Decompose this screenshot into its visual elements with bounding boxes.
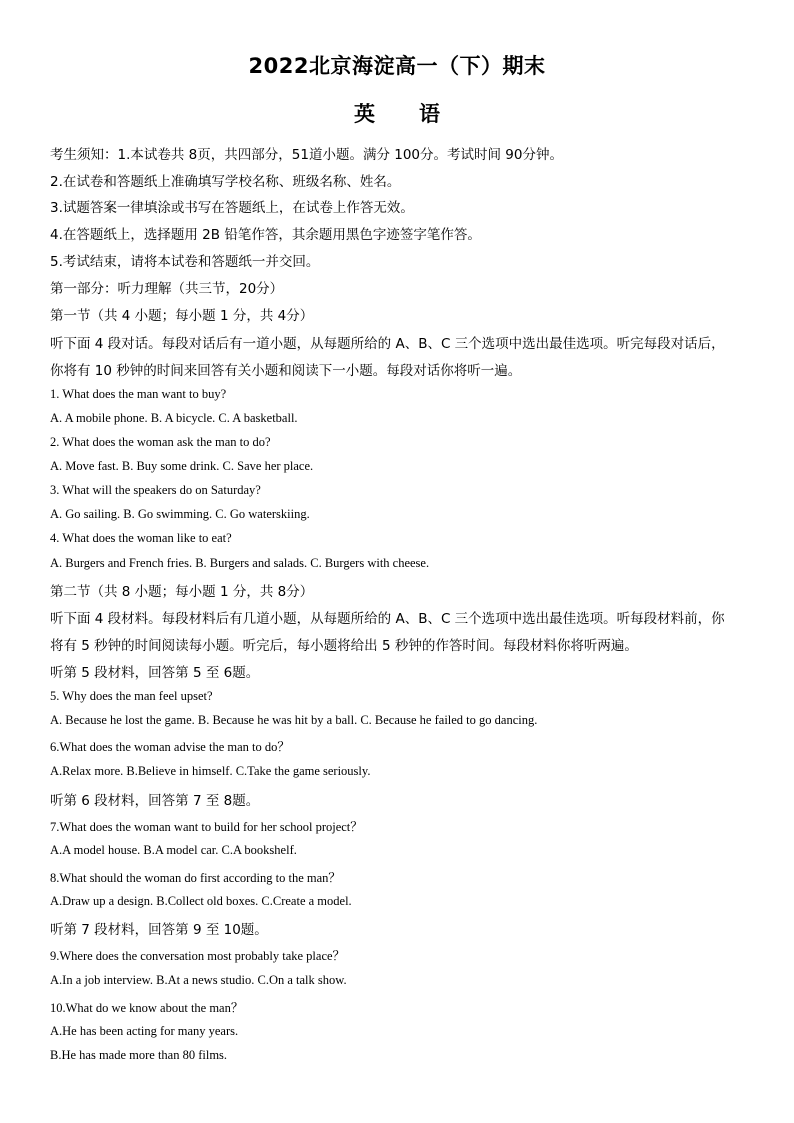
question-3: 3. What will the speakers do on Saturday? [50,483,261,497]
question-8: 8.What should the woman do first according to the man？ [50,871,341,885]
question-10: 10.What do we know about the man？ [50,1001,244,1015]
subject-title: 英语 [354,102,484,126]
section-one-instructions-2: 你将有 10 秒钟的时间来回答有关小题和阅读下一小题。每段对话你将听一遍。 [50,363,522,379]
notice-line-5: 5.考试结束，请将本试卷和答题纸一并交回。 [50,254,320,270]
question-10-option-b: B.He has made more than 80 films. [50,1048,228,1062]
question-4-options: A. Burgers and French fries. B. Burgers and salads. C. Burgers with cheese. [50,556,430,570]
question-4: 4. What does the woman like to eat? [50,531,232,545]
material-6-heading: 听第 6 段材料，回答第 7 至 8题。 [50,793,260,809]
section-one-instructions-1: 听下面 4 段对话。每段对话后有一道小题，从每题所给的 A、B、C 三个选项中选出最佳选项。听完每段对话后， [50,336,725,352]
question-8-options: A.Draw up a design. B.Collect old boxes. C.Create a model. [50,894,352,908]
question-7-options: A.A model house. B.A model car. C.A bookshelf. [50,843,297,857]
question-1-options: A. A mobile phone. B. A bicycle. C. A basketball. [50,411,298,425]
notice-line-4: 4.在答题纸上，选择题用 2B 铅笔作答，其余题用黑色字迹签字笔作答。 [50,227,481,243]
question-3-options: A. Go sailing. B. Go swimming. C. Go waterskiing. [50,507,310,521]
notice-line-2: 2.在试卷和答题纸上准确填写学校名称、班级名称、姓名。 [50,174,401,190]
question-9: 9.Where does the conversation most probably take place？ [50,949,346,963]
section-two-heading: 第二节（共 8 小题；每小题 1 分，共 8分） [50,584,314,600]
question-5-options: A. Because he lost the game. B. Because he was hit by a ball. C. Because he failed to go dancing. [50,713,538,727]
question-5: 5. Why does the man feel upset? [50,689,213,703]
question-2: 2. What does the woman ask the man to do? [50,435,271,449]
section-two-instructions-1: 听下面 4 段材料。每段材料后有几道小题，从每题所给的 A、B、C 三个选项中选出最佳选项。听每段材料前，你 [50,611,725,627]
section-two-instructions-2: 将有 5 秒钟的时间阅读每小题。听完后，每小题将给出 5 秒钟的作答时间。每段材料你将听两遍。 [50,638,638,654]
question-6-options: A.Relax more. B.Believe in himself. C.Take the game seriously. [50,764,371,778]
notice-line-1: 考生须知：1.本试卷共 8页，共四部分，51道小题。满分 100分。考试时间 90分钟。 [50,147,563,163]
exam-title: 2022北京海淀高一（下）期末 [248,54,546,78]
question-6: 6.What does the woman advise the man to do？ [50,740,290,754]
material-5-heading: 听第 5 段材料，回答第 5 至 6题。 [50,665,260,681]
material-7-heading: 听第 7 段材料，回答第 9 至 10题。 [50,922,268,938]
notice-line-3: 3.试题答案一律填涂或书写在答题纸上，在试卷上作答无效。 [50,200,414,216]
part-one-heading: 第一部分：听力理解（共三节，20分） [50,281,284,297]
question-10-option-a: A.He has been acting for many years. [50,1024,239,1038]
question-1: 1. What does the man want to buy? [50,387,227,401]
section-one-heading: 第一节（共 4 小题；每小题 1 分，共 4分） [50,308,314,324]
question-9-options: A.In a job interview. B.At a news studio. C.On a talk show. [50,973,347,987]
question-7: 7.What does the woman want to build for her school project？ [50,820,363,834]
question-2-options: A. Move fast. B. Buy some drink. C. Save her place. [50,459,314,473]
